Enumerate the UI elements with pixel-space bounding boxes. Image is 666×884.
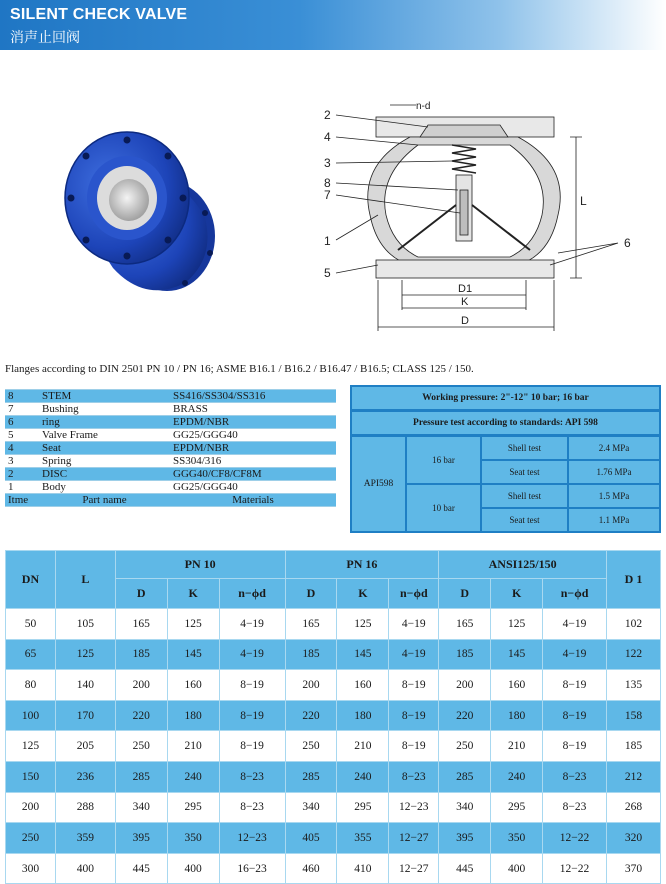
table-cell: 400 [167,853,219,884]
callout-2: 2 [324,108,331,122]
sub-header: D [285,579,337,609]
table-cell: 4−19 [543,639,607,670]
table-cell: 125 [55,639,115,670]
table-cell: 160 [491,670,543,701]
table-cell: 80 [6,670,56,701]
table-cell: 400 [55,853,115,884]
table-cell: 210 [167,731,219,762]
table-cell: 12−23 [219,823,285,854]
table-cell: 100 [6,700,56,731]
table-cell: 250 [285,731,337,762]
col-d1: D 1 [606,551,660,609]
table-row [6,823,661,854]
table-cell: 8−19 [219,731,285,762]
table-cell: 185 [439,639,491,670]
table-cell: 102 [606,609,660,640]
value-10-shell: 1.5 MPa [569,485,659,507]
table-cell: 445 [115,853,167,884]
table-cell: 185 [115,639,167,670]
dim-nd: n-d [416,101,431,112]
callout-7: 7 [324,188,331,202]
table-cell: 4−19 [543,609,607,640]
table-row: 7 Bushing BRASS [5,403,336,416]
dim-d: D [461,315,469,327]
seat-test-label: Seat test [482,461,567,483]
api598-label: API598 [352,437,405,531]
table-cell: 350 [167,823,219,854]
sub-header: K [491,579,543,609]
callout-3: 3 [324,156,331,170]
sub-header: D [115,579,167,609]
table-cell: 8−19 [389,700,439,731]
table-row: 5 Valve Frame GG25/GGG40 [5,429,336,442]
table-cell: 145 [167,639,219,670]
table-cell: 340 [115,792,167,823]
table-cell: 220 [115,700,167,731]
table-cell: 105 [55,609,115,640]
table-cell: 460 [285,853,337,884]
table-cell: 288 [55,792,115,823]
table-cell: 240 [337,761,389,792]
sub-header: n−ϕd [219,579,285,609]
table-cell: 300 [6,853,56,884]
table-cell: 210 [337,731,389,762]
dim-l: L [580,194,587,208]
table-cell: 285 [115,761,167,792]
table-cell: 180 [491,700,543,731]
sub-header: D [439,579,491,609]
callout-6: 6 [624,236,631,250]
callout-8: 8 [324,176,331,190]
dim-d1: D1 [458,283,473,295]
table-row: 2 DISC GGG40/CF8/CF8M [5,468,336,481]
pressure-test-panel [350,385,661,533]
table-cell: 250 [115,731,167,762]
table-cell: 200 [285,670,337,701]
table-cell: 220 [439,700,491,731]
sub-header: K [167,579,219,609]
table-cell: 200 [439,670,491,701]
callout-5: 5 [324,266,331,280]
table-cell: 410 [337,853,389,884]
table-cell: 340 [439,792,491,823]
table-cell: 212 [606,761,660,792]
table-cell: 8−23 [219,761,285,792]
table-cell: 125 [6,731,56,762]
table-cell: 240 [167,761,219,792]
test-standard: Pressure test according to standards: API 598 [352,412,659,434]
table-cell: 158 [606,700,660,731]
title-chinese: 消声止回阀 [10,30,80,46]
table-row [6,639,661,670]
col-pn16: PN 16 [285,551,439,579]
table-row: 8 STEM SS416/SS304/SS316 [5,390,336,403]
col-dn: DN [6,551,56,609]
sub-header: K [337,579,389,609]
table-cell: 65 [6,639,56,670]
dim-k: K [461,296,469,308]
value-10-seat: 1.1 MPa [569,509,659,531]
table-cell: 285 [439,761,491,792]
table-cell: 295 [491,792,543,823]
table-cell: 165 [439,609,491,640]
col-pn10: PN 10 [115,551,285,579]
table-row: 4 Seat EPDM/NBR [5,442,336,455]
table-cell: 240 [491,761,543,792]
table-cell: 170 [55,700,115,731]
title-english: SILENT CHECK VALVE [10,6,188,23]
table-row: 3 Spring SS304/316 [5,455,336,468]
table-cell: 160 [167,670,219,701]
table-cell: 125 [167,609,219,640]
table-cell: 165 [115,609,167,640]
table-cell: 4−19 [389,639,439,670]
table-cell: 4−19 [219,609,285,640]
table-cell: 125 [337,609,389,640]
table-cell: 150 [6,761,56,792]
dimensions-table [5,550,661,884]
table-cell: 210 [491,731,543,762]
table-cell: 145 [491,639,543,670]
callout-4: 4 [324,130,331,144]
table-cell: 340 [285,792,337,823]
table-cell: 12−27 [389,823,439,854]
table-cell: 8−19 [543,700,607,731]
table-cell: 8−23 [543,761,607,792]
callout-1: 1 [324,234,331,248]
title-banner [0,0,666,50]
table-cell: 185 [285,639,337,670]
valve-section-drawing [318,95,643,340]
table-cell: 122 [606,639,660,670]
table-cell: 8−19 [389,670,439,701]
table-cell: 180 [167,700,219,731]
seat-test-label: Seat test [482,509,567,531]
table-cell: 200 [6,792,56,823]
table-row [6,609,661,640]
table-cell: 370 [606,853,660,884]
table-cell: 8−19 [389,731,439,762]
table-cell: 8−19 [543,670,607,701]
table-cell: 355 [337,823,389,854]
value-16-shell: 2.4 MPa [569,437,659,459]
table-cell: 236 [55,761,115,792]
table-cell: 140 [55,670,115,701]
table-cell: 180 [337,700,389,731]
table-row [6,700,661,731]
table-row [6,761,661,792]
table-cell: 295 [337,792,389,823]
table-cell: 8−19 [543,731,607,762]
table-row [6,731,661,762]
table-cell: 8−19 [219,700,285,731]
table-cell: 125 [491,609,543,640]
table-cell: 12−22 [543,853,607,884]
shell-test-label: Shell test [482,437,567,459]
table-cell: 165 [285,609,337,640]
table-cell: 200 [115,670,167,701]
table-cell: 12−27 [389,853,439,884]
table-cell: 8−23 [543,792,607,823]
flange-standards-note: Flanges according to DIN 2501 PN 10 / PN 16; ASME B16.1 / B16.2 / B16.47 / B16.5; CLASS 125 / 150. [5,363,474,375]
table-cell: 8−19 [219,670,285,701]
table-cell: 268 [606,792,660,823]
parts-table [5,389,336,507]
table-cell: 205 [55,731,115,762]
table-cell: 145 [337,639,389,670]
group-16bar: 16 bar [407,437,480,483]
table-cell: 160 [337,670,389,701]
table-row [6,670,661,701]
shell-test-label: Shell test [482,485,567,507]
table-cell: 12−23 [389,792,439,823]
sub-header: n−ϕd [543,579,607,609]
value-16-seat: 1.76 MPa [569,461,659,483]
table-cell: 320 [606,823,660,854]
table-cell: 50 [6,609,56,640]
table-cell: 285 [285,761,337,792]
group-10bar: 10 bar [407,485,480,531]
table-row: 1 Body GG25/GGG40 [5,481,336,494]
table-cell: 395 [439,823,491,854]
table-cell: 250 [6,823,56,854]
table-cell: 295 [167,792,219,823]
table-cell: 8−23 [219,792,285,823]
table-cell: 250 [439,731,491,762]
col-ansi: ANSI125/150 [439,551,607,579]
table-row [6,792,661,823]
table-cell: 395 [115,823,167,854]
table-row [6,853,661,884]
table-cell: 4−19 [389,609,439,640]
table-cell: 8−23 [389,761,439,792]
table-cell: 445 [439,853,491,884]
table-row: 6 ring EPDM/NBR [5,416,336,429]
table-cell: 359 [55,823,115,854]
table-cell: 135 [606,670,660,701]
table-cell: 16−23 [219,853,285,884]
table-cell: 4−19 [219,639,285,670]
table-cell: 400 [491,853,543,884]
working-pressure: Working pressure: 2"-12" 10 bar; 16 bar [352,387,659,409]
table-cell: 12−22 [543,823,607,854]
table-cell: 350 [491,823,543,854]
table-cell: 405 [285,823,337,854]
sub-header: n−ϕd [389,579,439,609]
col-l: L [55,551,115,609]
table-cell: 185 [606,731,660,762]
table-header-row: Itme Part name Materials [5,494,336,507]
table-cell: 220 [285,700,337,731]
valve-photo [55,118,230,303]
